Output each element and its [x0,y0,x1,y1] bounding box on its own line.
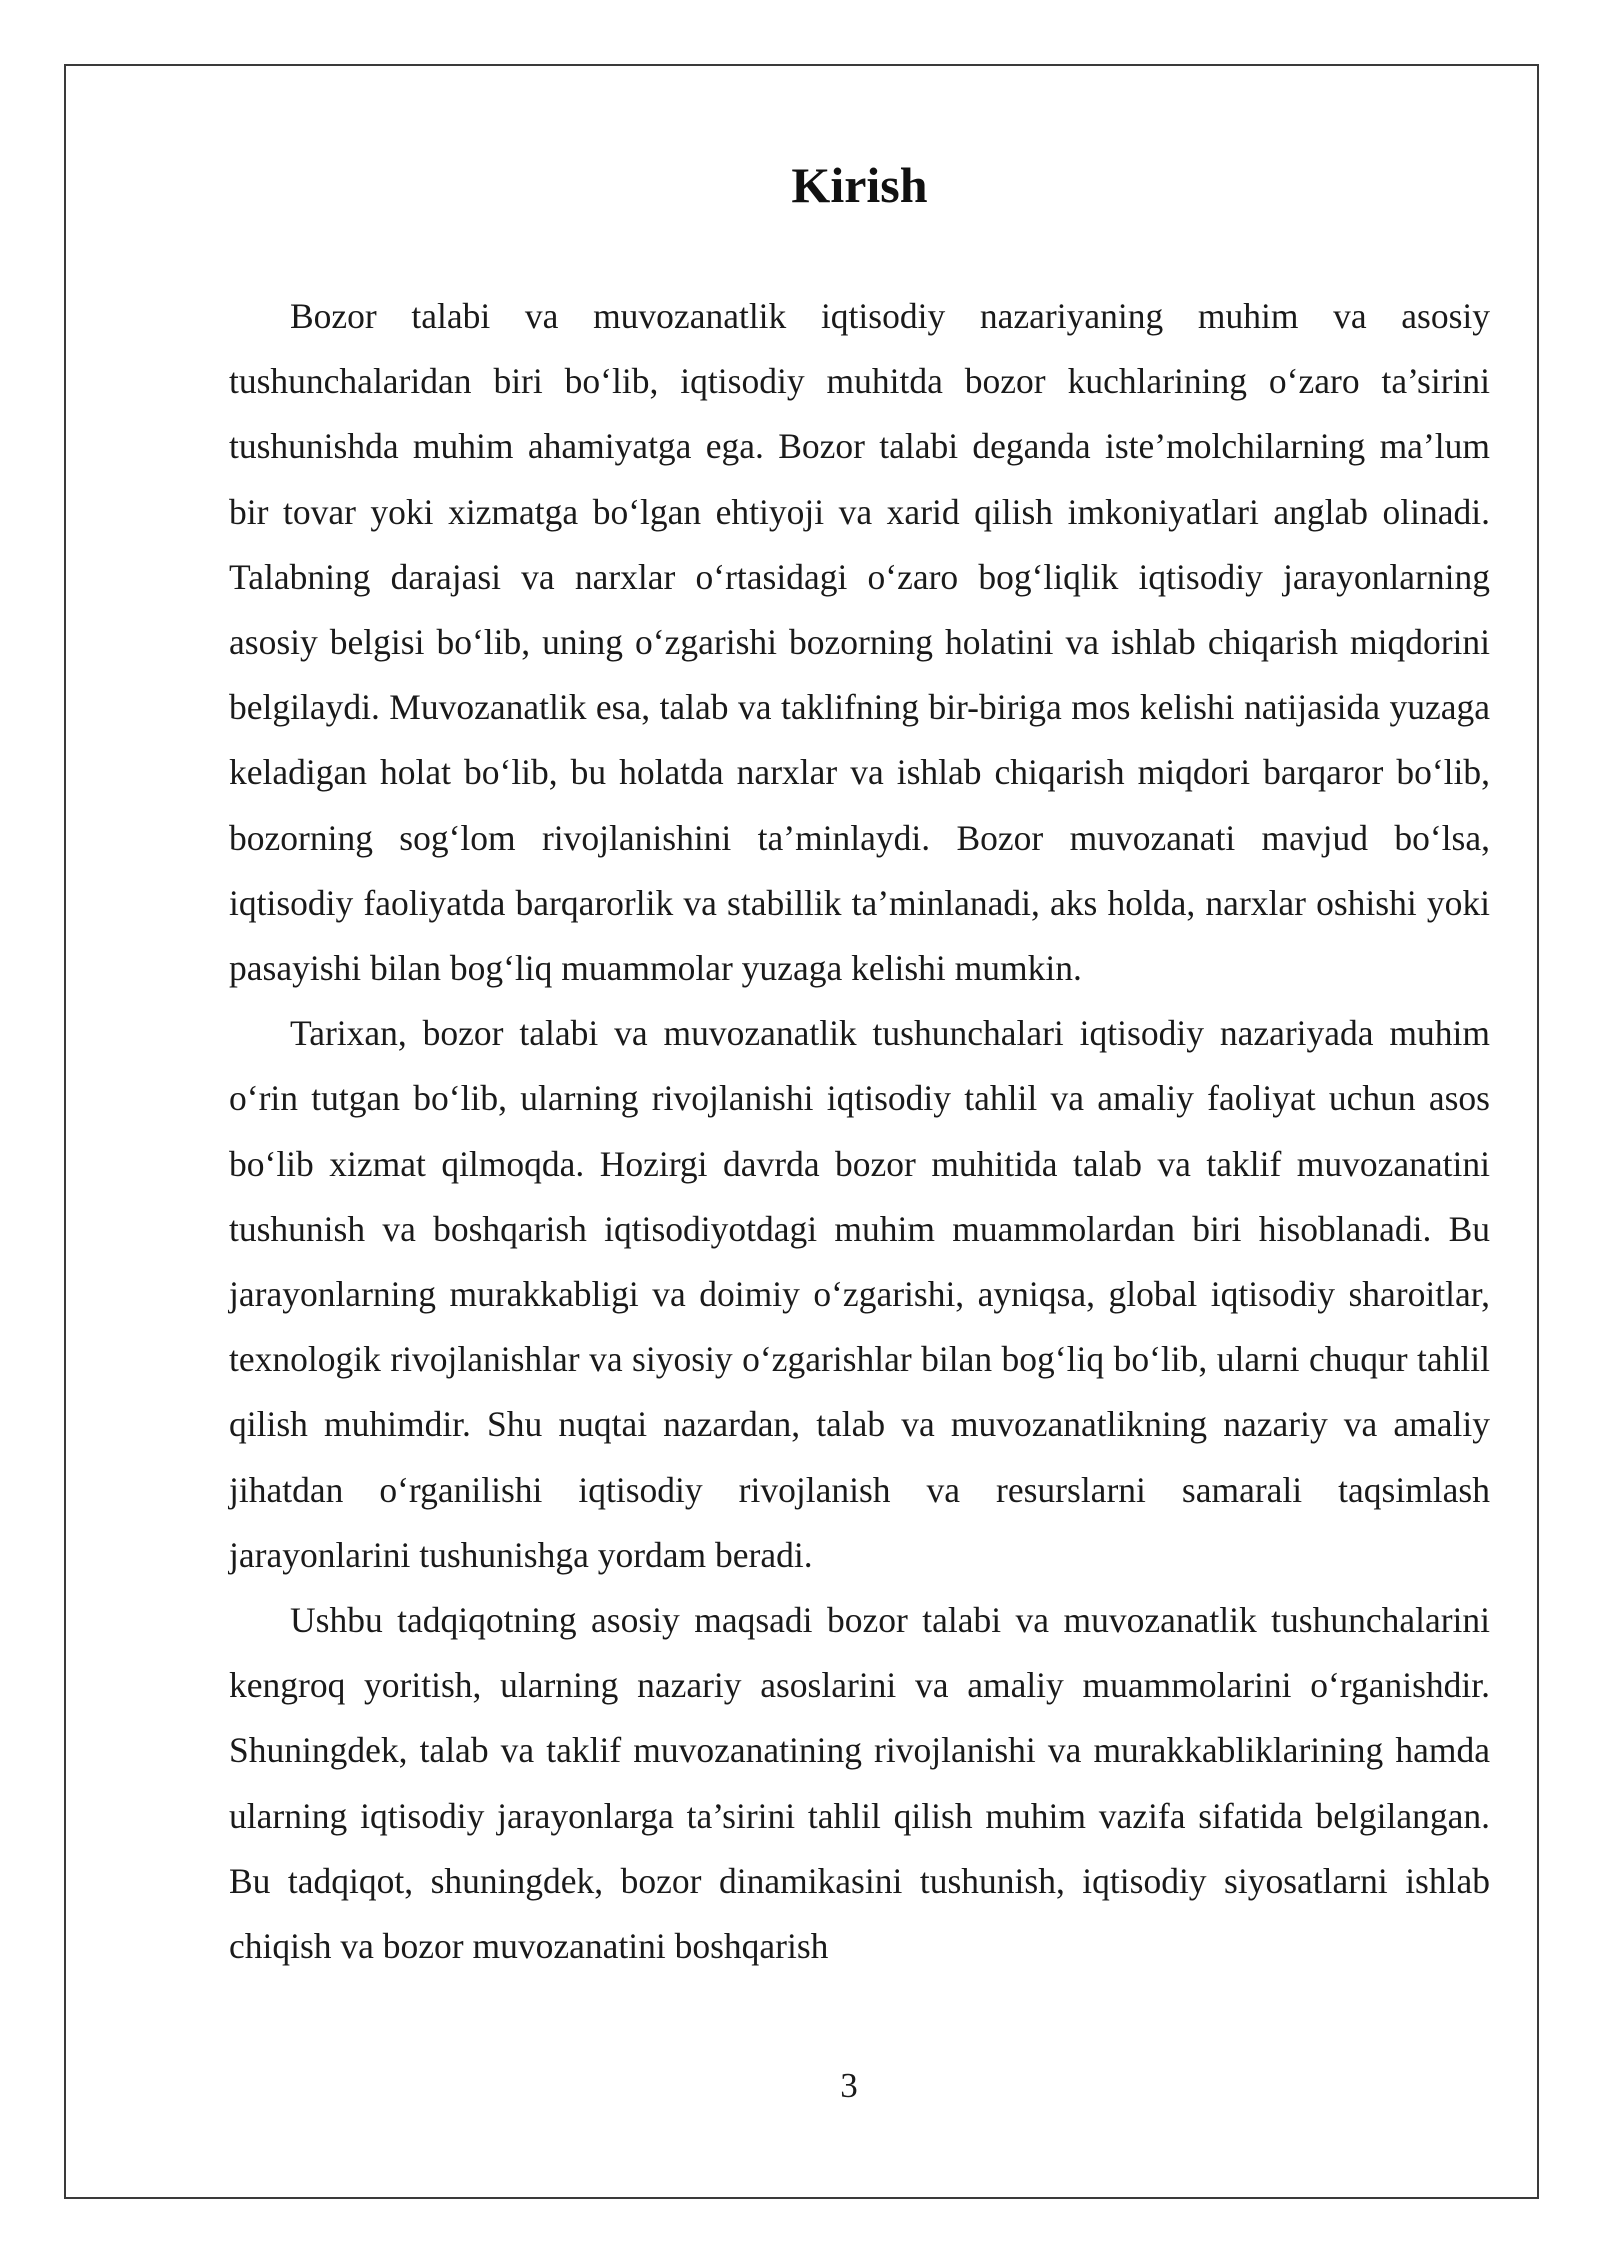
paragraph-2: Tarixan, bozor talabi va muvozanatlik tushunchalari iqtisodiy nazariyada muhim o‘rin tutgan bo‘lib, ularning rivojlanishi iqtisodiy tahlil va amaliy faoliyat uchun asos bo‘lib xizmat qilmoqda. Hozirgi davrda bozor muhitida talab va taklif muvozanatini tushunish va boshqarish iqtisodiyotdagi muhim muammolardan biri hisoblanadi. Bu jarayonlarning murakkabligi va doimiy o‘zgarishi, ayniqsa, global iqtisodiy sharoitlar, texnologik rivojlanishlar va siyosiy o‘zgarishlar bilan bog‘liq bo‘lib, ularni chuqur tahlil qilish muhimdir. Shu nuqtai nazardan, talab va muvozanatlikning nazariy va amaliy jihatdan o‘rganilishi iqtisodiy rivojlanish va resurslarni samarali taqsimlash jarayonlarini tushunishga yordam beradi. [229,1013,1490,1575]
page-number: 3 [840,2066,858,2105]
paragraph-1: Bozor talabi va muvozanatlik iqtisodiy nazariyaning muhim va asosiy tushunchalaridan biri bo‘lib, iqtisodiy muhitda bozor kuchlarining o‘zaro ta’sirini tushunishda muhim ahamiyatga ega. Bozor talabi deganda iste’molchilarning ma’lum bir tovar yoki xizmatga bo‘lgan ehtiyoji va xarid qilish imkoniyatlari anglab olinadi. Talabning darajasi va narxlar o‘rtasidagi o‘zaro bog‘liqlik iqtisodiy jarayonlarning asosiy belgisi bo‘lib, uning o‘zgarishi bozorning holatini va ishlab chiqarish miqdorini belgilaydi. Muvozanatlik esa, talab va taklifning bir-biriga mos kelishi natijasida yuzaga keladigan holat bo‘lib, bu holatda narxlar va ishlab chiqarish miqdori barqaror bo‘lib, bozorning sog‘lom rivojlanishini ta’minlaydi. Bozor muvozanati mavjud bo‘lsa, iqtisodiy faoliyatda barqarorlik va stabillik ta’minlanadi, aks holda, narxlar oshishi yoki pasayishi bilan bog‘liq muammolar yuzaga kelishi mumkin. [229,296,1490,989]
page-title: Kirish [791,157,928,213]
document-body [229,142,1490,1979]
paragraph-3: Ushbu tadqiqotning asosiy maqsadi bozor talabi va muvozanatlik tushunchalarini kengroq yoritish, ularning nazariy asoslarini va amaliy muammolarini o‘rganishdir. Shuningdek, talab va taklif muvozanatining rivojlanishi va murakkabliklarining hamda ularning iqtisodiy jarayonlarga ta’sirini tahlil qilish muhim vazifa sifatida belgilangan. Bu tadqiqot, shuningdek, bozor dinamikasini tushunish, iqtisodiy siyosatlarni ishlab chiqish va bozor muvozanatini boshqarish [229,1600,1490,1967]
